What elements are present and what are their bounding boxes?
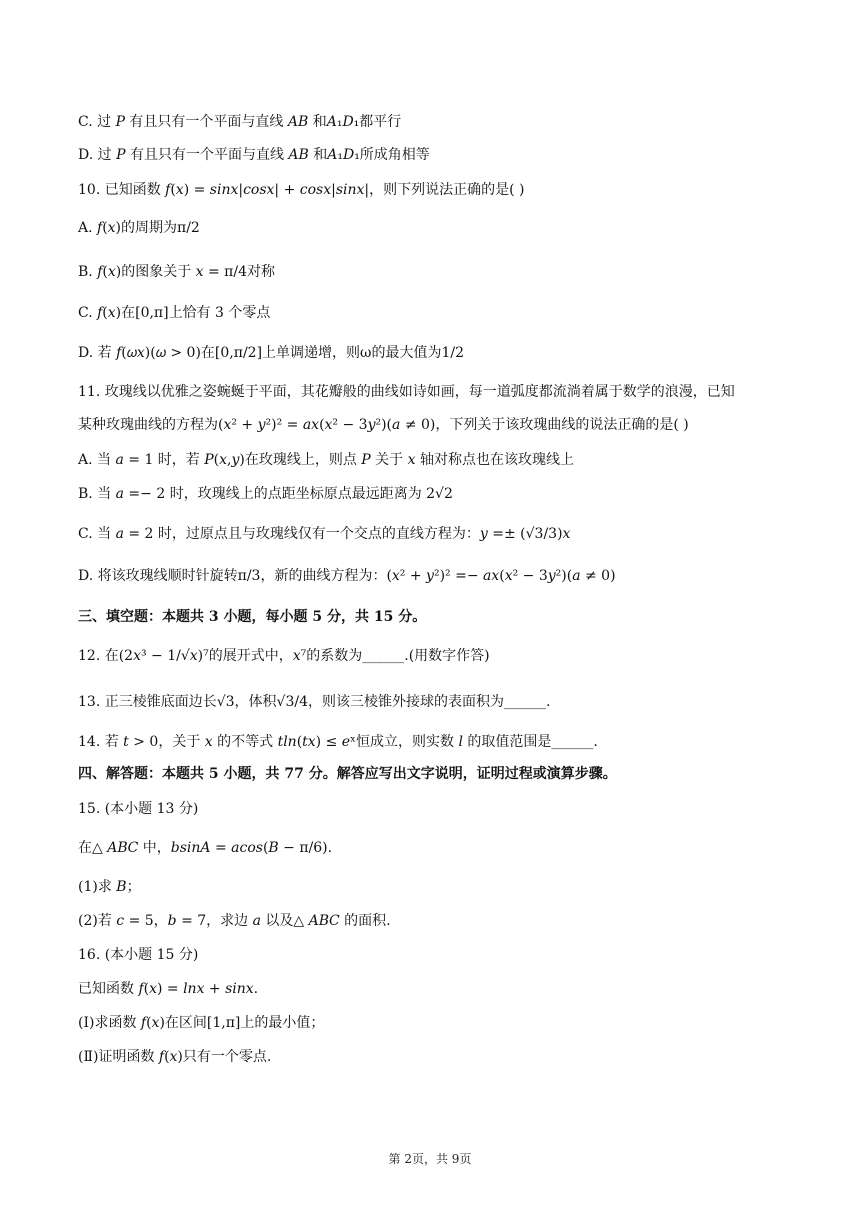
option-11a: A. 当 𝑎 = 1 时，若 𝑃(𝑥,𝑦)在玫瑰线上，则点 𝑃 关于 𝑥 轴对称点也在该玫瑰线上 [78, 452, 574, 468]
question-15-part1: (1)求 𝐵； [78, 879, 141, 895]
section-heading-solve: 四、解答题：本题共 5 小题，共 77 分。解答应写出文字说明，证明过程或演算步骤。 [78, 766, 617, 782]
question-15-title: 15. (本小题 13 分) [78, 801, 199, 817]
question-16-part2: (Ⅱ)证明函数 𝑓(𝑥)只有一个零点. [78, 1049, 272, 1065]
option-10d: D. 若 𝑓(𝜔𝑥)(𝜔 > 0)在[0,π/2]上单调递增，则ω的最大值为1/2 [78, 345, 464, 361]
question-16-part1: (Ⅰ)求函数 𝑓(𝑥)在区间[1,π]上的最小值； [78, 1015, 325, 1031]
question-12: 12. 在(2𝑥³ − 1/√𝑥)⁷的展开式中，𝑥⁷的系数为______.(用数字作答) [78, 648, 490, 664]
option-11b: B. 当 𝑎 =− 2 时，玫瑰线上的点距坐标原点最远距离为 2√2 [78, 486, 453, 502]
question-15-body: 在△ 𝐴𝐵𝐶 中，𝑏𝑠𝑖𝑛𝐴 = 𝑎𝑐𝑜𝑠(𝐵 − π/6). [78, 840, 333, 856]
option-10c: C. 𝑓(𝑥)在[0,π]上恰有 3 个零点 [78, 305, 271, 321]
page-footer: 第 2页，共 9页 [388, 1152, 472, 1166]
question-15-part2: (2)若 𝑐 = 5，𝑏 = 7，求边 𝑎 以及△ 𝐴𝐵𝐶 的面积. [78, 913, 391, 929]
question-16-title: 16. (本小题 15 分) [78, 947, 199, 963]
question-11: 11. 玫瑰线以优雅之姿蜿蜒于平面，其花瓣般的曲线如诗如画，每一道弧度都流淌着属于数学的浪漫，已知 [78, 384, 735, 400]
option-11c: C. 当 𝑎 = 2 时，过原点且与玫瑰线仅有一个交点的直线方程为：𝑦 =± (√3/3)𝑥 [78, 526, 571, 542]
option-9d: D. 过 𝑃 有且只有一个平面与直线 𝐴𝐵 和𝐴₁𝐷₁所成角相等 [78, 147, 430, 163]
question-13: 13. 正三棱锥底面边长√3，体积√3/4，则该三棱锥外接球的表面积为______. [78, 694, 551, 710]
section-heading-fill: 三、填空题：本题共 3 小题，每小题 5 分，共 15 分。 [78, 609, 427, 625]
question-10: 10. 已知函数 𝑓(𝑥) = 𝑠𝑖𝑛𝑥|𝑐𝑜𝑠𝑥| + 𝑐𝑜𝑠𝑥|𝑠𝑖𝑛𝑥|，则下列说法正确的是( ) [78, 182, 525, 198]
question-16-body: 已知函数 𝑓(𝑥) = 𝑙𝑛𝑥 + 𝑠𝑖𝑛𝑥. [78, 981, 259, 997]
question-14: 14. 若 𝑡 > 0，关于 𝑥 的不等式 𝑡𝑙𝑛(𝑡𝑥) ≤ 𝑒ˣ恒成立，则实数 𝑙 的取值范围是______. [78, 734, 598, 750]
option-10b: B. 𝑓(𝑥)的图象关于 𝑥 = π/4对称 [78, 264, 275, 280]
option-10a: A. 𝑓(𝑥)的周期为π/2 [78, 220, 200, 236]
question-11-cont: 某种玫瑰曲线的方程为(𝑥² + 𝑦²)² = 𝑎𝑥(𝑥² − 3𝑦²)(𝑎 ≠ 0)，下列关于该玫瑰曲线的说法正确的是( ) [78, 417, 689, 433]
option-9c: C. 过 𝑃 有且只有一个平面与直线 𝐴𝐵 和𝐴₁𝐷₁都平行 [78, 114, 402, 130]
option-11d: D. 将该玫瑰线顺时针旋转π/3，新的曲线方程为：(𝑥² + 𝑦²)² =− 𝑎𝑥(𝑥² − 3𝑦²)(𝑎 ≠ 0) [78, 568, 616, 584]
